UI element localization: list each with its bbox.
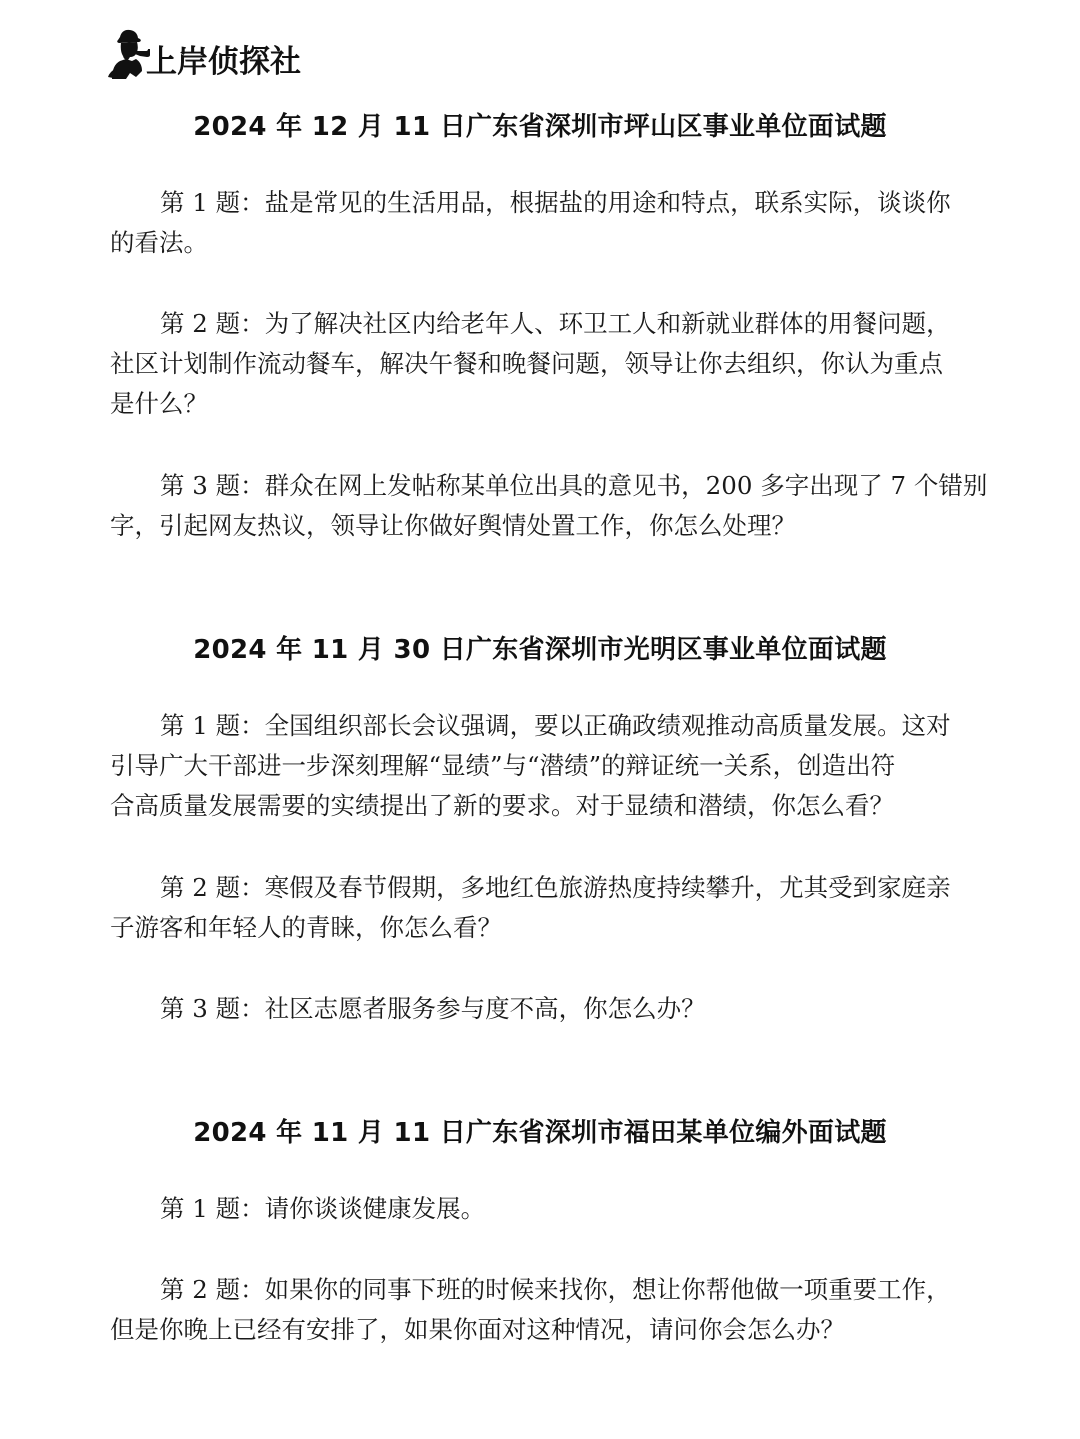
question-item <box>110 183 970 263</box>
question-line: 子游客和年轻人的青睐，你怎么看？ <box>110 913 502 942</box>
question-line: 合高质量发展需要的实绩提出了新的要求。对于显绩和潜绩，你怎么看？ <box>110 791 894 820</box>
section-title: 2024 年 11 月 30 日广东省深圳市光明区事业单位面试题 <box>193 635 887 665</box>
question-item <box>110 1270 970 1350</box>
question-line: 第 1 题：请你谈谈健康发展。 <box>160 1194 486 1223</box>
question-line: 第 2 题：寒假及春节假期，多地红色旅游热度持续攀升，尤其受到家庭亲 <box>160 873 951 902</box>
brand-name: 上岸侦探社 <box>146 43 301 80</box>
question-item <box>110 466 988 546</box>
question-item <box>110 868 970 948</box>
section-title: 2024 年 12 月 11 日广东省深圳市坪山区事业单位面试题 <box>193 112 887 142</box>
question-item <box>110 1189 970 1229</box>
question-line: 引导广大干部进一步深刻理解“显绩”与“潜绩”的辩证统一关系，创造出符 <box>110 751 896 780</box>
question-item <box>110 989 970 1029</box>
section-title: 2024 年 11 月 11 日广东省深圳市福田某单位编外面试题 <box>193 1118 887 1148</box>
question-item <box>110 706 970 826</box>
question-line: 的看法。 <box>110 228 208 257</box>
brand-logo <box>106 26 301 82</box>
question-line: 第 2 题：如果你的同事下班的时候来找你，想让你帮他做一项重要工作， <box>160 1275 951 1304</box>
question-line: 社区计划制作流动餐车，解决午餐和晚餐问题，领导让你去组织，你认为重点 <box>110 349 943 378</box>
question-line: 字，引起网友热议，领导让你做好舆情处置工作，你怎么处理？ <box>110 511 796 540</box>
question-line: 第 2 题：为了解决社区内给老年人、环卫工人和新就业群体的用餐问题， <box>160 309 951 338</box>
question-line: 第 1 题：盐是常见的生活用品，根据盐的用途和特点，联系实际，谈谈你 <box>160 188 951 217</box>
question-line: 第 3 题：社区志愿者服务参与度不高，你怎么办？ <box>160 994 706 1023</box>
question-line: 第 1 题：全国组织部长会议强调，要以正确政绩观推动高质量发展。这对 <box>160 711 951 740</box>
question-line: 但是你晚上已经有安排了，如果你面对这种情况，请问你会怎么办？ <box>110 1315 845 1344</box>
question-line: 第 3 题：群众在网上发帖称某单位出具的意见书，200 多字出现了 7 个错别 <box>160 471 988 500</box>
question-item <box>110 304 970 424</box>
question-line: 是什么？ <box>110 389 208 418</box>
